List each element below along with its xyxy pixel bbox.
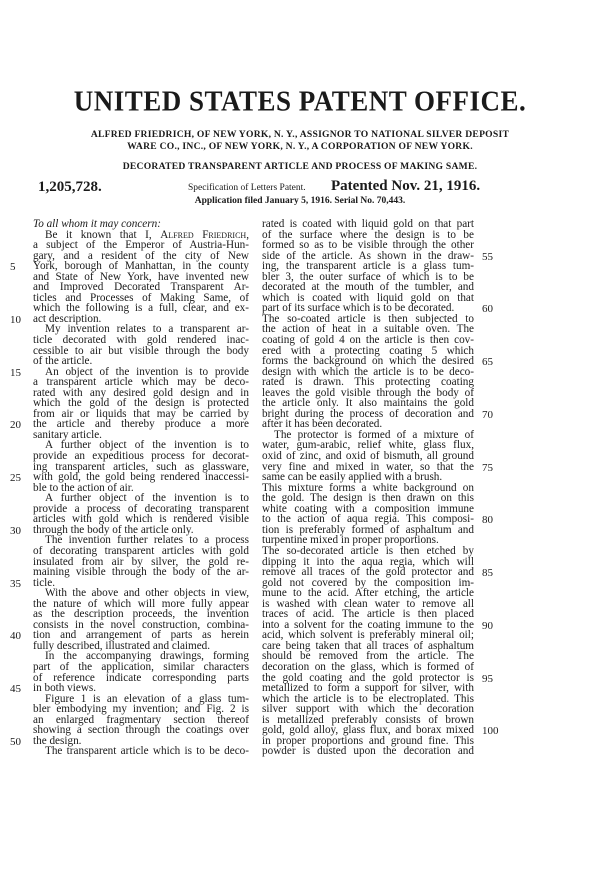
- line-number: 35: [10, 577, 21, 590]
- text-line: a transparent article which may be deco-: [33, 376, 249, 389]
- line-number: 5: [10, 261, 16, 274]
- text-line: leaves the gold visible through the body of: [262, 386, 474, 399]
- text-line: metallized to form a support for silver, with: [262, 682, 474, 695]
- text-line: decorated at the mouth of the tumbler, and: [262, 281, 474, 294]
- text-line: is washed with clean water to remove all: [262, 597, 474, 610]
- text-line: cessible to air but visible through the body: [33, 344, 249, 357]
- text-line: into a solvent for the coating immune to the: [262, 618, 474, 631]
- office-title: UNITED STATES PATENT OFFICE.: [73, 85, 527, 117]
- text-line: A further object of the invention is to: [45, 492, 249, 505]
- text-line: care being taken that all traces of asphaltum: [262, 639, 474, 652]
- text-line: in proper proportions and ground fine. This: [262, 734, 474, 747]
- text-line: is metallized preferably consists of brown: [262, 713, 474, 726]
- text-line: of the surface where the design is to be: [262, 228, 474, 241]
- line-number: 90: [482, 619, 493, 632]
- left-text-column: [33, 219, 249, 757]
- text-line: provide an expeditious process for decorat-: [33, 450, 249, 463]
- line-number: 95: [482, 672, 493, 685]
- invention-title: DECORATED TRANSPARENT ARTICLE AND PROCESS OF MAKING SAME.: [122, 161, 478, 172]
- text-line: In the accompanying drawings, forming: [45, 650, 249, 663]
- text-line: The so-decorated article is then etched by: [262, 544, 474, 557]
- text-line: Figure 1 is an elevation of a glass tum-: [45, 692, 249, 705]
- line-number: 20: [10, 419, 21, 432]
- line-number: 10: [10, 313, 21, 326]
- text-line: bler embodying my invention; and Fig. 2 is: [33, 703, 249, 716]
- text-line: gold, gold alloy, glass flux, and borax mixed: [262, 724, 474, 737]
- text-line: rated is coated with liquid gold on that part: [262, 218, 474, 230]
- text-line: rated with any desired gold design and in: [33, 386, 249, 399]
- line-number: 70: [482, 408, 493, 421]
- text-line: gold not covered by the composition im-: [262, 576, 474, 589]
- text-line: from air or liquids that may be carried by: [33, 407, 249, 420]
- text-line: bright during the process of decoration and: [262, 407, 474, 420]
- text-line: ing transparent articles, such as glassware,: [33, 460, 249, 473]
- right-text-column: [262, 219, 474, 757]
- text-line: of decorating transparent articles with gold: [33, 544, 249, 557]
- line-number: 55: [482, 250, 493, 263]
- text-line: part of its surface which is to be decorated.: [262, 302, 455, 315]
- text-line: The protector is formed of a mixture of: [274, 428, 474, 441]
- text-line: a subject of the Emperor of Austria-Hun-: [33, 239, 249, 252]
- text-line: provide a process of decorating transparent: [33, 502, 249, 515]
- text-line: which the gold of the design is protected: [33, 397, 249, 410]
- text-line: The so-coated article is then subjected to: [262, 312, 474, 325]
- text-line: oxid of zinc, and oxid of bismuth, all ground: [262, 450, 474, 463]
- text-line: with gold, the gold being rendered inaccessi-: [33, 471, 249, 484]
- line-number: 25: [10, 472, 21, 485]
- text-line: dipping it into the aqua regia, which will: [262, 555, 474, 568]
- line-number: 40: [10, 630, 21, 643]
- text-line: and State of New York, have invented new: [33, 270, 249, 283]
- inventor-line-2: WARE CO., INC., OF NEW YORK, N. Y., A CORPORATION OF NEW YORK.: [127, 141, 473, 152]
- text-line: consists in the novel construction, combina-: [33, 618, 249, 631]
- text-line: should be removed from the article. The: [262, 650, 474, 663]
- text-line: mune to the acid. After etching, the article: [262, 587, 474, 600]
- line-number: 50: [10, 735, 21, 748]
- text-line: remove all traces of the gold protector and: [262, 566, 474, 579]
- text-line: fully described, illustrated and claimed.: [33, 639, 211, 652]
- text-line: With the above and other objects in view,: [45, 587, 249, 600]
- text-line: white coating with a composition immune: [262, 502, 474, 515]
- text-line: part of the application, similar characters: [33, 660, 249, 673]
- patent-number: 1,205,728.: [38, 179, 102, 195]
- text-line: forms the background on which the desired: [262, 355, 474, 368]
- text-line: after it has been decorated.: [262, 418, 383, 431]
- line-number: 45: [10, 683, 21, 696]
- text-line: the nature of which will more fully appear: [33, 597, 249, 610]
- text-line: the action of heat in a suitable oven. The: [262, 323, 474, 336]
- text-line: the gold coating and the gold protector is: [262, 671, 474, 684]
- text-line: ble to the action of air.: [33, 481, 134, 494]
- line-number: 75: [482, 461, 493, 474]
- text-line: ered with a protecting coating 5 which: [262, 344, 474, 357]
- text-line: powder is dusted upon the decoration and: [262, 745, 474, 758]
- text-line: as the description proceeds, the invention: [33, 608, 249, 621]
- text-line: This mixture forms a white background on: [262, 481, 474, 494]
- text-line: in both views.: [33, 682, 97, 695]
- text-line: The invention further relates to a process: [45, 534, 249, 547]
- text-line: maining visible through the body of the ar-: [33, 566, 249, 579]
- line-number: 60: [482, 303, 493, 316]
- text-line: which the article is to be electroplated. This: [262, 692, 474, 705]
- text-line: An object of the invention is to provide: [45, 365, 249, 378]
- text-line: showing a section through the coatings over: [33, 724, 249, 737]
- text-line: My invention relates to a transparent ar-: [45, 323, 249, 336]
- text-line: to the action of aqua regia. This composi-: [262, 513, 474, 526]
- text-line: turpentine mixed in proper proportions.: [262, 534, 439, 547]
- text-line: insulated from air by silver, the gold re-: [33, 555, 249, 568]
- text-line: the article only. It also maintains the gold: [262, 397, 474, 410]
- text-line: water, gum-arabic, relief white, glass flux,: [262, 439, 474, 452]
- text-line: York, borough of Manhattan, in the county: [33, 260, 249, 273]
- text-line: articles with gold which is rendered visible: [33, 513, 249, 526]
- text-line: gary, and a resident of the city of New: [33, 249, 249, 262]
- application-line: Application filed January 5, 1916. Serial No. 70,443.: [194, 196, 406, 206]
- text-line: the design.: [33, 734, 82, 747]
- line-number: 30: [10, 524, 21, 537]
- spec-label: Specification of Letters Patent.: [188, 183, 306, 193]
- line-number: 65: [482, 356, 493, 369]
- inventor-line-1: ALFRED FRIEDRICH, OF NEW YORK, N. Y., ASSIGNOR TO NATIONAL SILVER DEPOSIT: [90, 129, 510, 140]
- text-line: To all whom it may concern:: [33, 218, 161, 230]
- text-line: of the article.: [33, 355, 93, 368]
- line-number: 85: [482, 567, 493, 580]
- text-line: which the following is a full, clear, and ex-: [33, 302, 249, 315]
- text-line: A further object of the invention is to: [45, 439, 249, 452]
- text-line: the article and thereby produce a more: [33, 418, 249, 431]
- text-line: ing, the transparent article is a glass tum-: [262, 260, 474, 273]
- text-line: an enlarged fragmentary section thereof: [33, 713, 249, 726]
- text-line: tion is preferably formed of asphaltum and: [262, 523, 474, 536]
- text-line: and Improved Decorated Transparent Ar-: [33, 281, 249, 294]
- text-line: acid, which solvent is preferably mineral oil;: [262, 629, 474, 642]
- text-line: The transparent article which is to be deco-: [45, 745, 249, 758]
- line-number: 100: [482, 725, 499, 738]
- text-line: rated is drawn. This protecting coating: [262, 376, 474, 389]
- text-line: act description.: [33, 312, 102, 325]
- text-line: ticles and Processes of Making Same, of: [33, 291, 249, 304]
- text-line: very fine and mixed in water, so that the: [262, 460, 474, 473]
- text-line: through the body of the article only.: [33, 523, 194, 536]
- text-line: decoration on the glass, which is formed of: [262, 660, 474, 673]
- text-line: which is coated with liquid gold on that: [262, 291, 474, 304]
- text-line: of reference indicate corresponding parts: [33, 671, 249, 684]
- text-line: bler 3, the outer surface of which is to be: [262, 270, 474, 283]
- text-line: ticle.: [33, 576, 56, 589]
- patented-date: Patented Nov. 21, 1916.: [331, 178, 481, 194]
- text-line: design with which the article is to be deco-: [262, 365, 474, 378]
- text-line: Be it known that I, Alfred Friedrich,: [45, 228, 249, 241]
- text-line: side of the article. As shown in the draw-: [262, 249, 474, 262]
- text-line: tion and arrangement of parts as herein: [33, 629, 249, 642]
- text-line: formed so as to be visible through the other: [262, 239, 474, 252]
- text-line: sanitary article.: [33, 428, 102, 441]
- text-line: the gold. The design is then drawn on this: [262, 492, 474, 505]
- text-line: same can be easily applied with a brush.: [262, 471, 443, 484]
- text-line: traces of acid. The article is then placed: [262, 608, 474, 621]
- text-line: ticle decorated with gold rendered inac-: [33, 334, 249, 347]
- text-line: coating of gold 4 on the article is then cov-: [262, 334, 474, 347]
- line-number: 15: [10, 366, 21, 379]
- line-number: 80: [482, 514, 493, 527]
- text-line: silver support with which the decoration: [262, 703, 474, 716]
